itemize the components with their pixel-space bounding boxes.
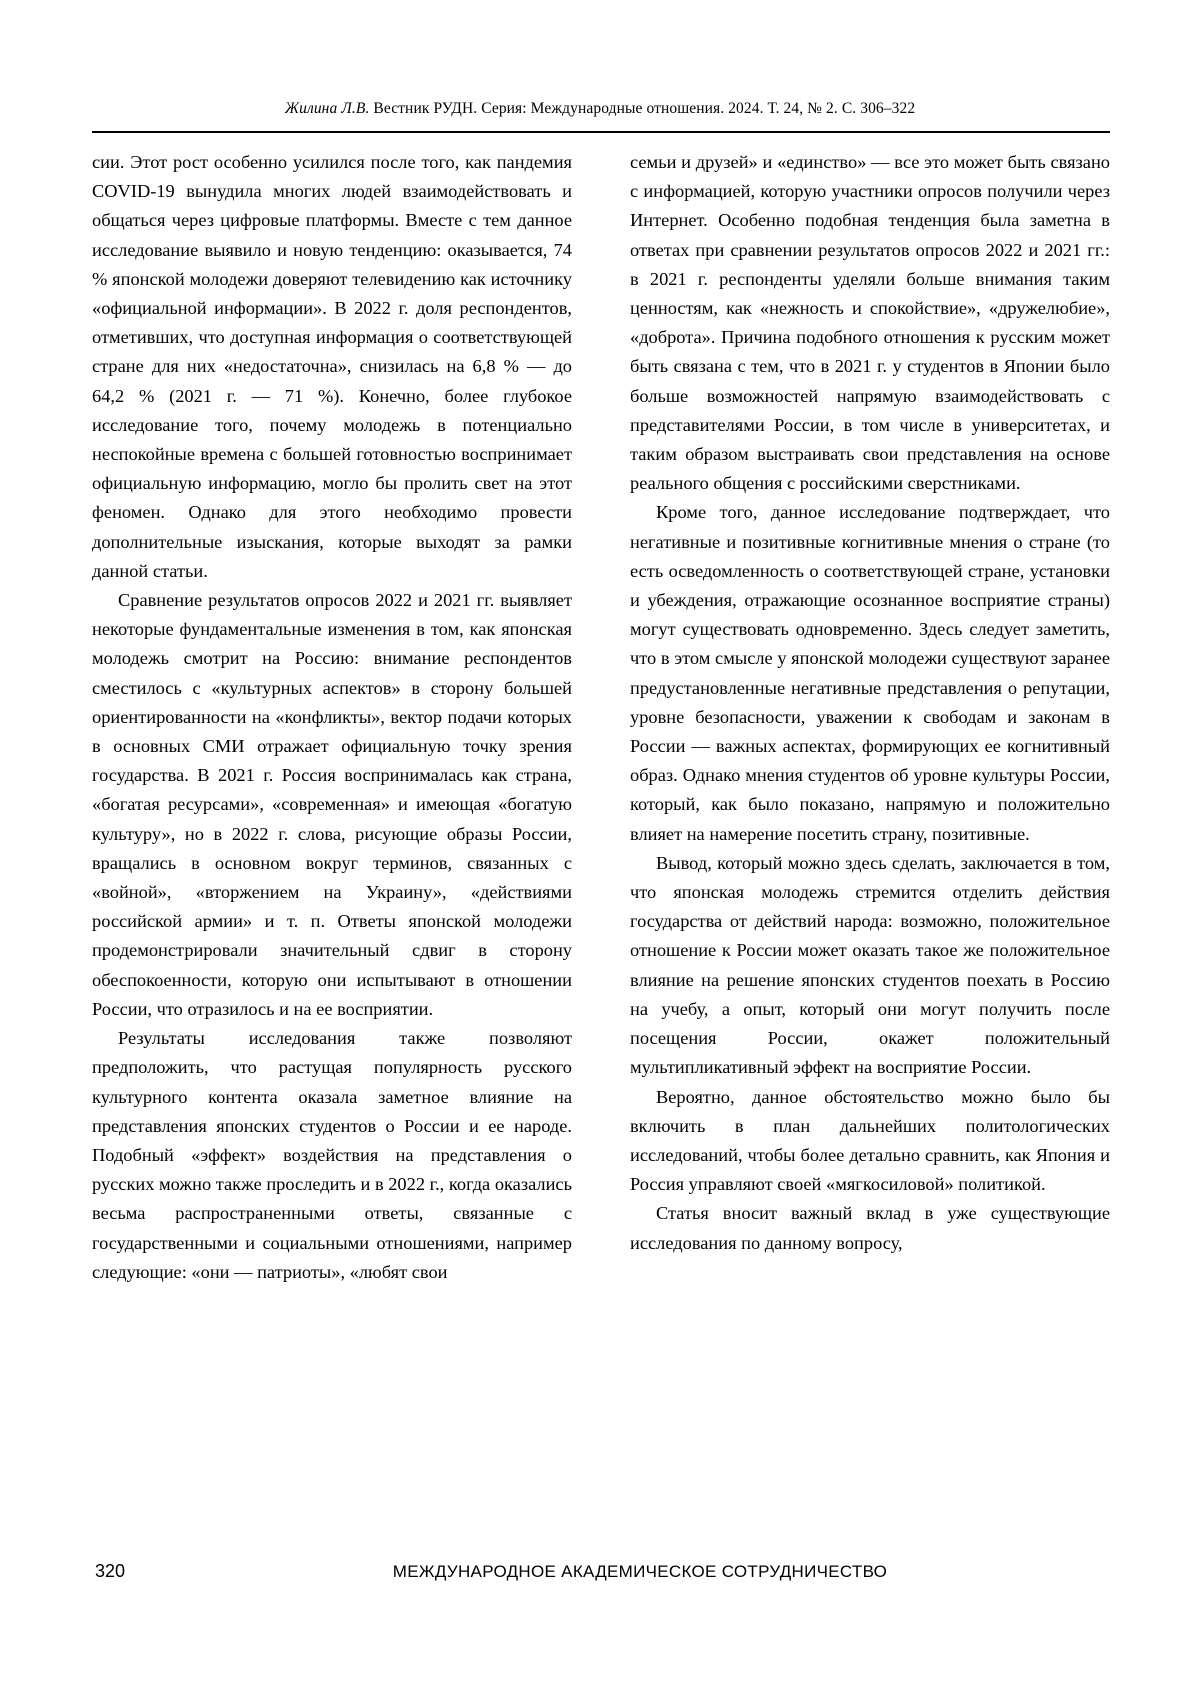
column-right bbox=[630, 148, 1110, 1287]
header-divider bbox=[92, 131, 1110, 133]
paragraph: Результаты исследования также позволяют предположить, что растущая популярность русского культурного контента оказала заметное влияние на представления японских студентов о России и ее народе. Подобный «эффект» воздействия на представления о русских можно также проследить и в 2022 г., когда оказались весьма распространенными ответы, связанные с государственными и социальными отношениями, например следующие: «они — патриоты», «любят свои bbox=[92, 1028, 572, 1282]
paragraph: сии. Этот рост особенно усилился после того, как пандемия COVID-19 вынудила многих людей взаимодействовать и общаться через цифровые платформы. Вместе с тем данное исследование выявило и новую тенденцию: оказывается, 74 % японской молодежи доверяют телевидению как источнику «официальной информации». В 2022 г. доля респондентов, отметивших, что доступная информация о соответствующей стране для них «недостаточна», снизилась на 6,8 % — до 64,2 % (2021 г. — 71 %). Конечно, более глубокое исследование того, почему молодежь в потенциально неспокойные времена с большей готовностью воспринимает официальную информацию, могло бы пролить свет на этот феномен. Однако для этого необходимо провести дополнительные изыскания, которые выходят за рамки данной статьи. bbox=[92, 152, 572, 581]
article-body bbox=[92, 148, 1110, 1287]
paragraph: Статья вносит важный вклад в уже существующие исследования по данному вопросу, bbox=[630, 1203, 1110, 1253]
running-head-journal: Вестник РУДН. Серия: Международные отношения. 2024. Т. 24, № 2. С. 306–322 bbox=[369, 100, 916, 117]
paragraph: Сравнение результатов опросов 2022 и 2021 гг. выявляет некоторые фундаментальные изменения в том, как японская молодежь смотрит на Россию: внимание респондентов сместилось с «культурных аспектов» в сторону большей ориентированности на «конфликты», вектор подачи которых в основных СМИ отражает официальную точку зрения государства. В 2021 г. Россия воспринималась как страна, «богатая ресурсами», «современная» и имеющая «богатую культуру», но в 2022 г. слова, рисующие образы России, вращались в основном вокруг терминов, связанных с «войной», «вторжением на Украину», «действиями российской армии» и т. п. Ответы японской молодежи продемонстрировали значительный сдвиг в сторону обеспокоенности, которую они испытывают в отношении России, что отразилось и на ее восприятии. bbox=[92, 590, 572, 1019]
running-head-author: Жилина Л.В. bbox=[284, 100, 370, 117]
paragraph: Вероятно, данное обстоятельство можно было бы включить в план дальнейших политологических исследований, чтобы более детально сравнить, как Япония и Россия управляют своей «мягкосиловой» политикой. bbox=[630, 1086, 1110, 1195]
column-left bbox=[92, 148, 572, 1287]
running-head bbox=[90, 100, 1110, 118]
footer-section-title: МЕЖДУНАРОДНОЕ АКАДЕМИЧЕСКОЕ СОТРУДНИЧЕСТВО bbox=[392, 1562, 888, 1581]
paragraph: Вывод, который можно здесь сделать, заключается в том, что японская молодежь стремится отделить действия государства от действий народа: возможно, положительное отношение к России может оказать такое же положительное влияние на решение японских студентов поехать в Россию на учебу, а опыт, который они могут получить после посещения России, окажет положительный мультипликативный эффект на восприятие России. bbox=[630, 852, 1110, 1078]
page-number: 320 bbox=[95, 1561, 126, 1581]
paragraph: Кроме того, данное исследование подтверждает, что негативные и позитивные когнитивные мнения о стране (то есть осведомленность о соответствующей стране, установки и убеждения, отражающие осознанное восприятие страны) могут существовать одновременно. Здесь следует заметить, что в этом смысле у японской молодежи существуют заранее предустановленные негативные представления о репутации, уровне безопасности, уважении к свободам и законам в России — важных аспектах, формирующих ее когнитивный образ. Однако мнения студентов об уровне культуры России, который, как было показано, напрямую и положительно влияет на намерение посетить страну, позитивные. bbox=[630, 502, 1110, 844]
paragraph: семьи и друзей» и «единство» — все это может быть связано с информацией, которую участники опросов получили через Интернет. Особенно подобная тенденция была заметна в ответах при сравнении результатов опросов 2022 и 2021 гг.: в 2021 г. респонденты уделяли больше внимания таким ценностям, как «нежность и спокойствие», «дружелюбие», «доброта». Причина подобного отношения к русским может быть связана с тем, что в 2021 г. у студентов в Японии было больше возможностей напрямую взаимодействовать с представителями России, в том числе в университетах, и таким образом выстраивать свои представления на основе реального общения с российскими сверстниками. bbox=[630, 152, 1110, 494]
